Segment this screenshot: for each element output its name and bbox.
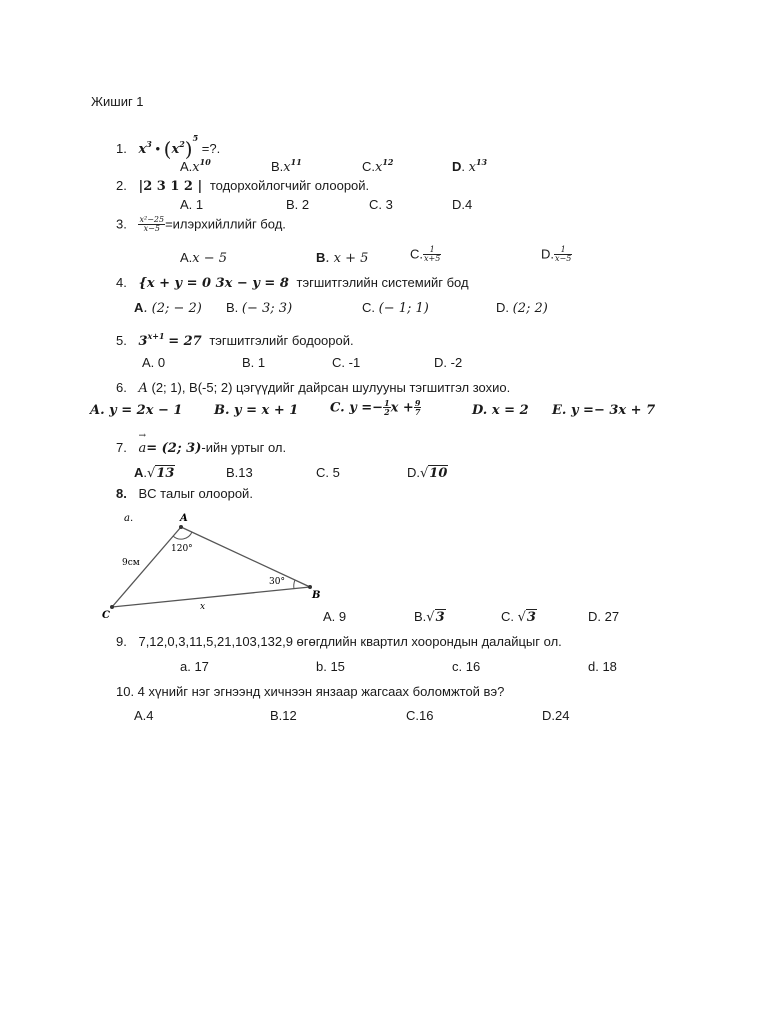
vector-arrow-icon: → bbox=[138, 431, 147, 441]
question-number: 3. bbox=[116, 216, 127, 232]
option-exp: 10 bbox=[199, 157, 211, 167]
question-text: тэгшитгэлийн системийг бод bbox=[296, 275, 469, 290]
fraction-denominator: x+5 bbox=[424, 254, 441, 264]
question-number: 4. bbox=[116, 275, 127, 290]
q3-option-a[interactable] bbox=[180, 251, 227, 265]
q1-base-1: x bbox=[138, 142, 147, 157]
q7-option-d[interactable] bbox=[407, 466, 448, 480]
option-fraction bbox=[383, 399, 391, 417]
q1-option-c[interactable] bbox=[362, 158, 393, 174]
fraction-denominator: x−5 bbox=[555, 254, 572, 264]
option-base: x bbox=[283, 160, 291, 175]
q7-option-a[interactable] bbox=[134, 466, 175, 480]
q7-vector-value: = (2; 3) bbox=[146, 441, 202, 456]
q9-option-c[interactable]: c. 16 bbox=[452, 659, 481, 674]
option-expr: (− 1; 1) bbox=[378, 301, 429, 316]
angle-a-label: 120° bbox=[171, 544, 193, 554]
q1-paren-open: ( bbox=[163, 137, 172, 161]
option-letter: A. bbox=[180, 250, 193, 265]
option-exp: 11 bbox=[290, 157, 302, 167]
q10-option-d[interactable]: D.24 bbox=[542, 708, 570, 723]
angle-b-arc bbox=[294, 580, 295, 589]
q6-option-a[interactable] bbox=[90, 404, 182, 417]
question-number: 6. bbox=[116, 380, 127, 395]
option-letter: A bbox=[134, 300, 144, 315]
option-letter: C. bbox=[501, 609, 514, 624]
question-4 bbox=[116, 276, 469, 290]
page-heading: Жишиг 1 bbox=[91, 94, 144, 109]
vertex-c-label: C bbox=[102, 610, 110, 620]
question-2 bbox=[116, 179, 369, 193]
q9-option-d[interactable]: d. 18 bbox=[588, 659, 617, 674]
q8-option-b[interactable] bbox=[414, 610, 446, 624]
option-letter: B bbox=[316, 250, 326, 265]
fraction-numerator: 9 bbox=[414, 398, 421, 408]
question-text: BC талыг олоорой. bbox=[138, 486, 253, 501]
q4-option-a[interactable] bbox=[134, 301, 202, 315]
question-number: 1. bbox=[116, 141, 127, 156]
option-letter: C. bbox=[362, 300, 375, 315]
option-expr: y =− 3x + 7 bbox=[570, 403, 656, 418]
vertex-c-dot bbox=[110, 605, 114, 609]
q8-option-c[interactable] bbox=[501, 610, 537, 624]
question-number: 8. bbox=[116, 486, 127, 501]
fraction-numerator: 1 bbox=[384, 398, 390, 408]
question-3 bbox=[116, 216, 286, 234]
q4-option-b[interactable] bbox=[226, 301, 292, 315]
radicand: 13 bbox=[156, 466, 175, 481]
q5-option-c[interactable]: C. -1 bbox=[332, 355, 361, 370]
q3-fraction bbox=[138, 216, 165, 234]
question-7 bbox=[116, 431, 287, 456]
q9-option-a[interactable]: a. 17 bbox=[180, 659, 209, 674]
q4-option-d[interactable] bbox=[496, 301, 548, 315]
option-letter: C. bbox=[410, 246, 423, 262]
q1-option-b[interactable] bbox=[271, 158, 302, 174]
option-letter: E. bbox=[552, 403, 567, 418]
q5-option-a[interactable]: A. 0 bbox=[142, 355, 166, 370]
question-number: 9. bbox=[116, 634, 127, 649]
option-expr: y = 2x − 1 bbox=[109, 403, 183, 418]
q1-exp-outer: 5 bbox=[192, 133, 199, 143]
q7-vector-letter: a bbox=[138, 441, 147, 456]
side-ac-label: 9см bbox=[122, 558, 140, 568]
q1-exp-2: 2 bbox=[179, 139, 185, 149]
q7-option-c[interactable]: C. 5 bbox=[316, 465, 340, 480]
q2-option-d[interactable]: D.4 bbox=[452, 197, 473, 212]
radicand: 3 bbox=[526, 610, 536, 625]
radicand: 3 bbox=[435, 610, 445, 625]
q6-option-d[interactable] bbox=[472, 404, 529, 417]
option-expr: x − 5 bbox=[192, 251, 228, 266]
question-number: 7. bbox=[116, 440, 127, 455]
option-base: x bbox=[468, 160, 476, 175]
option-letter: A. bbox=[180, 159, 193, 174]
vertex-b-label: B bbox=[312, 590, 321, 601]
angle-b-label: 30° bbox=[269, 577, 285, 587]
option-expr: y = x + 1 bbox=[234, 403, 299, 418]
option-letter: D. bbox=[472, 403, 488, 418]
q8-option-a[interactable]: A. 9 bbox=[323, 609, 347, 624]
q4-equation-system: {x + y = 0 3x − y = 8 bbox=[138, 276, 289, 291]
fraction-numerator: 1 bbox=[554, 246, 572, 255]
q6-option-c[interactable] bbox=[330, 399, 421, 417]
q4-option-c[interactable] bbox=[362, 301, 429, 315]
fraction-numerator: 1 bbox=[423, 246, 441, 255]
q3-option-c[interactable] bbox=[410, 246, 441, 264]
q1-option-a[interactable] bbox=[180, 158, 211, 174]
question-text: 7,12,0,3,11,5,21,103,132,9 өгөгдлийн квартил хоорондын далайцыг ол. bbox=[138, 634, 562, 649]
option-dot: . bbox=[461, 159, 466, 174]
option-fraction bbox=[423, 246, 441, 264]
option-letter: C. bbox=[330, 400, 345, 416]
option-expr: (2; 2) bbox=[512, 301, 548, 316]
question-10: 10. 4 хүнийг нэг эгнээнд хичнээн янзаар жагсаах боломжтой вэ? bbox=[116, 684, 505, 699]
option-expr: . x + 5 bbox=[325, 251, 369, 266]
question-text: -ийн уртыг ол. bbox=[201, 440, 287, 455]
vertex-a-label: A bbox=[180, 513, 188, 524]
fraction-numerator: x²−25 bbox=[139, 215, 165, 224]
q2-option-a[interactable]: A. 1 bbox=[180, 197, 204, 212]
q10-option-c[interactable]: C.16 bbox=[406, 708, 434, 723]
option-expr: (− 3; 3) bbox=[241, 301, 293, 316]
side-bc-label: x bbox=[200, 602, 206, 612]
option-letter: A bbox=[134, 465, 144, 480]
triangle-figure bbox=[100, 505, 330, 620]
option-letter: D. bbox=[407, 465, 420, 480]
q6-option-e[interactable] bbox=[552, 404, 655, 417]
q9-option-b[interactable]: b. 15 bbox=[316, 659, 345, 674]
question-8 bbox=[116, 487, 253, 500]
q2-option-b[interactable]: B. 2 bbox=[286, 197, 310, 212]
option-expr: x = 2 bbox=[491, 403, 529, 418]
sqrt-icon: √3 bbox=[517, 610, 536, 625]
option-expr: . (2; − 2) bbox=[143, 301, 202, 316]
q1-dot: • bbox=[155, 141, 160, 156]
option-exp: 12 bbox=[382, 157, 394, 167]
q5-base: 3 bbox=[138, 334, 148, 349]
fraction-denominator: 7 bbox=[414, 407, 421, 418]
question-5 bbox=[116, 332, 354, 348]
sqrt-icon: √3 bbox=[426, 610, 445, 625]
q5-option-b[interactable]: B. 1 bbox=[242, 355, 266, 370]
option-fraction bbox=[554, 246, 572, 264]
option-letter: D. bbox=[496, 300, 509, 315]
option-exp: 13 bbox=[475, 157, 488, 167]
q10-option-a[interactable]: A.4 bbox=[134, 708, 154, 723]
option-letter: B. bbox=[414, 609, 427, 624]
sqrt-icon: √13 bbox=[147, 466, 175, 481]
q2-option-c[interactable]: C. 3 bbox=[369, 197, 393, 212]
radicand: 10 bbox=[429, 466, 448, 481]
fraction-denominator: x−5 bbox=[143, 224, 160, 234]
q5-option-d[interactable]: D. -2 bbox=[434, 355, 463, 370]
q1-option-d[interactable] bbox=[452, 158, 487, 174]
q2-determinant: |2 3 1 2 | bbox=[138, 179, 203, 194]
q3-option-d[interactable] bbox=[541, 246, 572, 264]
option-expr: x + bbox=[390, 400, 414, 416]
q5-rhs: = 27 bbox=[168, 334, 202, 349]
q5-exponent: x+1 bbox=[147, 331, 165, 341]
fraction-denominator: 2 bbox=[384, 407, 390, 418]
figure-tag: a. bbox=[124, 513, 134, 524]
q6-option-b[interactable] bbox=[214, 404, 298, 417]
side-ab bbox=[181, 527, 310, 587]
question-1 bbox=[116, 134, 220, 159]
question-text: =илэрхийллийг бод. bbox=[165, 216, 286, 232]
q7-option-b[interactable]: B.13 bbox=[226, 465, 253, 480]
q1-base-2: x bbox=[171, 142, 180, 157]
option-letter: D. bbox=[541, 246, 554, 262]
q7-vector bbox=[138, 431, 147, 456]
option-base: x bbox=[192, 160, 200, 175]
option-letter: B. bbox=[214, 403, 230, 418]
question-text: (2; 1), B(-5; 2) цэгүүдийг дайрсан шулууны тэгшитгэл зохио. bbox=[151, 380, 511, 395]
q1-tail: =?. bbox=[201, 141, 221, 156]
option-letter: C. bbox=[362, 159, 375, 174]
question-text: тэгшитгэлийг бодоорой. bbox=[209, 333, 354, 348]
option-letter: A. bbox=[90, 403, 105, 418]
q1-exp-1: 3 bbox=[146, 139, 152, 149]
vertex-b-dot bbox=[308, 585, 312, 589]
q1-paren-close: ) bbox=[184, 137, 193, 161]
option-dot: . bbox=[143, 465, 148, 480]
q10-option-b[interactable]: B.12 bbox=[270, 708, 297, 723]
vertex-a-dot bbox=[179, 525, 183, 529]
question-text: тодорхойлогчийг олоорой. bbox=[209, 178, 370, 193]
option-letter: B. bbox=[226, 300, 239, 315]
option-fraction bbox=[414, 399, 422, 417]
question-number: 2. bbox=[116, 178, 127, 193]
question-9 bbox=[116, 635, 562, 648]
option-letter: B. bbox=[271, 159, 284, 174]
side-bc bbox=[112, 587, 310, 607]
option-letter: D bbox=[452, 159, 462, 174]
q8-option-d[interactable]: D. 27 bbox=[588, 609, 620, 624]
q3-option-b[interactable] bbox=[316, 251, 368, 265]
q6-point-a: A bbox=[138, 381, 148, 396]
option-base: x bbox=[375, 160, 383, 175]
sqrt-icon: √10 bbox=[420, 466, 448, 481]
question-6 bbox=[116, 381, 510, 395]
option-expr: y =− bbox=[349, 400, 384, 416]
question-number: 5. bbox=[116, 333, 127, 348]
